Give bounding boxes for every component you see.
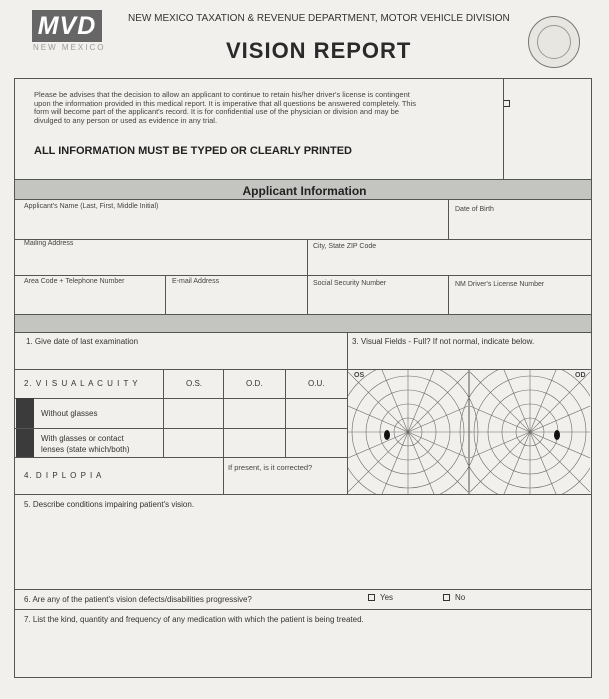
city-state-zip-field[interactable] (309, 252, 588, 274)
office-use-checkbox[interactable] (503, 100, 510, 107)
od-field-label: OD (575, 372, 586, 379)
col-od-header: O.D. (246, 379, 263, 388)
applicant-section-title: Applicant Information (242, 184, 367, 198)
q7-medication-field[interactable] (18, 627, 588, 673)
telephone-field[interactable] (18, 288, 162, 312)
q2-visual-acuity-label: 2. V I S U A L A C U I T Y (24, 379, 139, 388)
email-field[interactable] (167, 288, 305, 312)
notice-text: Please be advises that the decision to allow an applicant to continue to retain his/her driver's license is contingent upon the information provided in this medical report. It is imperative that all questions be answered completely. This form will become part of the applicant's record. It is for confidential use of the physician or division and may be divulged to any person or used as evidence in any trial. (34, 90, 417, 125)
applicant-name-field[interactable] (18, 212, 446, 236)
license-number-label: NM Driver's License Number (455, 281, 545, 288)
section-separator (15, 315, 591, 332)
license-number-field[interactable] (450, 290, 588, 312)
q5-conditions-label: 5. Describe conditions impairing patient's vision. (24, 500, 195, 509)
q6-progressive-label: 6. Are any of the patient's vision defects/disabilities progressive? (24, 595, 252, 604)
col-ou-header: O.U. (308, 379, 325, 388)
ssn-field[interactable] (309, 290, 447, 312)
with-glasses-os-field[interactable] (165, 430, 221, 456)
q4-corrected-label: If present, is it corrected? (228, 463, 313, 472)
with-glasses-label-1: With glasses or contact (41, 434, 124, 443)
with-glasses-ou-field[interactable] (287, 430, 345, 456)
od-blind-spot-icon (554, 430, 560, 440)
typed-instruction: ALL INFORMATION MUST BE TYPED OR CLEARLY PRINTED (34, 145, 352, 157)
q6-no-option[interactable]: No (443, 593, 465, 602)
col-os-header: O.S. (186, 379, 203, 388)
q6-yes-option[interactable]: Yes (368, 593, 393, 602)
os-field-label: OS (354, 372, 365, 379)
date-of-birth-field[interactable] (450, 215, 588, 237)
q7-medication-label: 7. List the kind, quantity and frequency of any medication with which the patient is being treated. (24, 615, 364, 624)
q4-diplopia-label: 4. D I P L O P I A (24, 471, 103, 480)
q6-no-checkbox[interactable] (443, 594, 450, 601)
without-glasses-ou-field[interactable] (287, 400, 345, 426)
city-state-zip-label: City, State ZIP Code (313, 243, 377, 250)
mailing-address-label: Mailing Address (24, 240, 74, 247)
without-glasses-os-field[interactable] (165, 400, 221, 426)
od-visual-field-icon (460, 370, 590, 494)
visual-field-charts[interactable] (348, 370, 590, 494)
q1-last-exam-field[interactable] (18, 348, 344, 368)
q4-corrected-field[interactable] (225, 474, 345, 492)
form-title: VISION REPORT (226, 38, 412, 63)
department-name: NEW MEXICO TAXATION & REVENUE DEPARTMENT, MOTOR VEHICLE DIVISION (128, 13, 510, 24)
telephone-label: Area Code + Telephone Number (24, 278, 125, 285)
with-glasses-od-field[interactable] (225, 430, 283, 456)
state-seal-icon (528, 16, 580, 68)
q6-yes-checkbox[interactable] (368, 594, 375, 601)
q5-conditions-field[interactable] (18, 512, 588, 586)
os-blind-spot-icon (384, 430, 390, 440)
date-of-birth-label: Date of Birth (455, 206, 494, 213)
without-glasses-label: Without glasses (41, 409, 98, 418)
os-visual-field-icon (348, 370, 478, 494)
mailing-address-field[interactable] (18, 250, 304, 274)
with-glasses-label-2: lenses (state which/both) (41, 445, 130, 454)
without-glasses-od-field[interactable] (225, 400, 283, 426)
q1-last-exam-label: 1. Give date of last examination (26, 337, 139, 346)
ssn-label: Social Security Number (313, 280, 387, 287)
applicant-name-label: Applicant's Name (Last, First, Middle Initial) (24, 203, 159, 210)
q3-visual-fields-label: 3. Visual Fields - Full? If not normal, indicate below. (352, 337, 535, 346)
email-label: E-mail Address (172, 278, 220, 285)
logo-subtext: NEW MEXICO (33, 43, 106, 52)
mvd-logo: MVD (32, 10, 102, 42)
